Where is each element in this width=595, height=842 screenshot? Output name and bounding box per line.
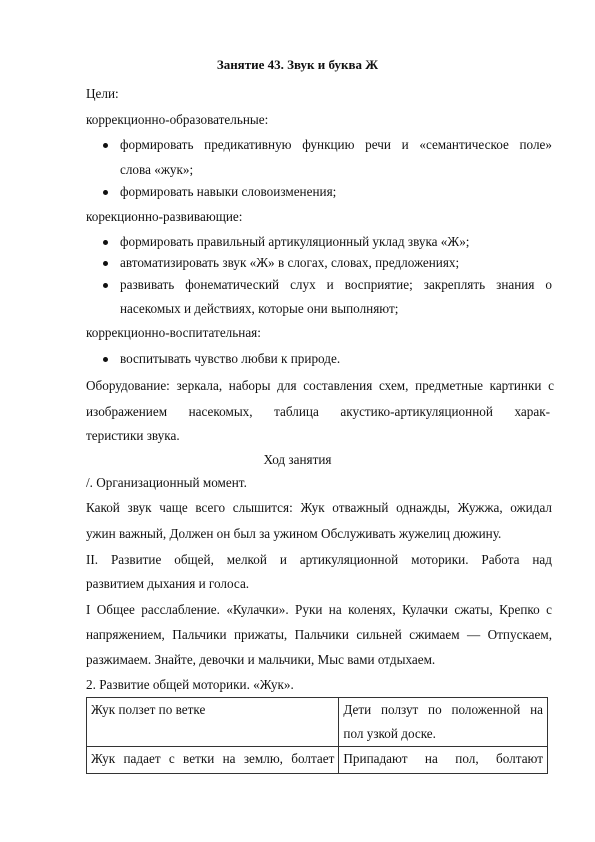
poem-line: Какой звук чаще всего слышится: Жук отважный однажды, Жужжа, ожидал bbox=[86, 500, 552, 515]
table-cell bbox=[339, 698, 548, 747]
cell-text: пол узкой доске. bbox=[343, 726, 436, 741]
list-item: формировать предикативную функцию речи и «семантическое поле» bbox=[120, 137, 552, 152]
poem-line: ужин важный, Должен он был за ужином Обслуживать жужелиц дюжину. bbox=[86, 526, 502, 541]
bullet-icon bbox=[103, 261, 108, 266]
motor-exercise-heading: 2. Развитие общей моторики. «Жук». bbox=[86, 677, 294, 692]
cell-text: Дети ползут по положенной на bbox=[343, 702, 543, 717]
equipment-line: теристики звука. bbox=[86, 428, 180, 443]
list-item: развивать фонематический слух и восприятие; закреплять знания о bbox=[120, 277, 552, 292]
step-organizational: /. Организационный момент. bbox=[86, 475, 247, 490]
bullet-icon bbox=[103, 283, 108, 288]
step-motor-heading: II. Развитие общей, мелкой и артикуляционной моторики. Работа над bbox=[86, 552, 552, 567]
table-cell bbox=[87, 747, 339, 774]
cell-text: Припадают на пол, болтают bbox=[343, 751, 543, 766]
bullet-icon bbox=[103, 143, 108, 148]
section-heading-upbringing: коррекционно-воспитательная: bbox=[86, 325, 261, 340]
list-item: формировать навыки словоизменения; bbox=[120, 184, 337, 199]
cell-text: Жук ползет по ветке bbox=[91, 702, 206, 717]
bullet-icon bbox=[103, 357, 108, 362]
list-item-continuation: слова «жук»; bbox=[120, 162, 194, 177]
list-item: автоматизировать звук «Ж» в слогах, словах, предложениях; bbox=[120, 255, 460, 270]
list-item-continuation: насекомых и действиях, которые они выполняют; bbox=[120, 301, 399, 316]
relax-line: разжимаем. Знайте, девочки и мальчики, Мыс вами отдыхаем. bbox=[86, 652, 436, 667]
exercise-table bbox=[86, 697, 548, 774]
relax-line: I Общее расслабление. «Кулачки». Руки на коленях, Кулачки сжаты, Крепко с bbox=[86, 602, 552, 617]
equipment-line: изображением насекомых, таблица акустико-артикуляционной харак- bbox=[86, 404, 550, 419]
course-heading: Ход занятия bbox=[263, 452, 332, 467]
cell-text: Жук падает с ветки на землю, болтает bbox=[91, 751, 335, 766]
list-item: воспитывать чувство любви к природе. bbox=[120, 351, 341, 366]
table-row bbox=[87, 698, 548, 747]
relax-line: напряжением, Пальчики прижаты, Пальчики сильней сжимаем — Отпускаем, bbox=[86, 627, 552, 642]
goals-heading: Цели: bbox=[86, 86, 119, 101]
section-heading-educational: коррекционно-образовательные: bbox=[86, 112, 269, 127]
section-heading-developmental: корекционно-развивающие: bbox=[86, 209, 243, 224]
table-cell bbox=[339, 747, 548, 774]
equipment-line: Оборудование: зеркала, наборы для составления схем, предметные картинки с bbox=[86, 378, 554, 393]
bullet-icon bbox=[103, 240, 108, 245]
lesson-title: Занятие 43. Звук и буква Ж bbox=[216, 57, 379, 72]
list-item: формировать правильный артикуляционный уклад звука «Ж»; bbox=[120, 234, 470, 249]
step-motor-heading: развитием дыхания и голоса. bbox=[86, 576, 250, 591]
table-cell bbox=[87, 698, 339, 747]
table-row bbox=[87, 747, 548, 774]
bullet-icon bbox=[103, 190, 108, 195]
